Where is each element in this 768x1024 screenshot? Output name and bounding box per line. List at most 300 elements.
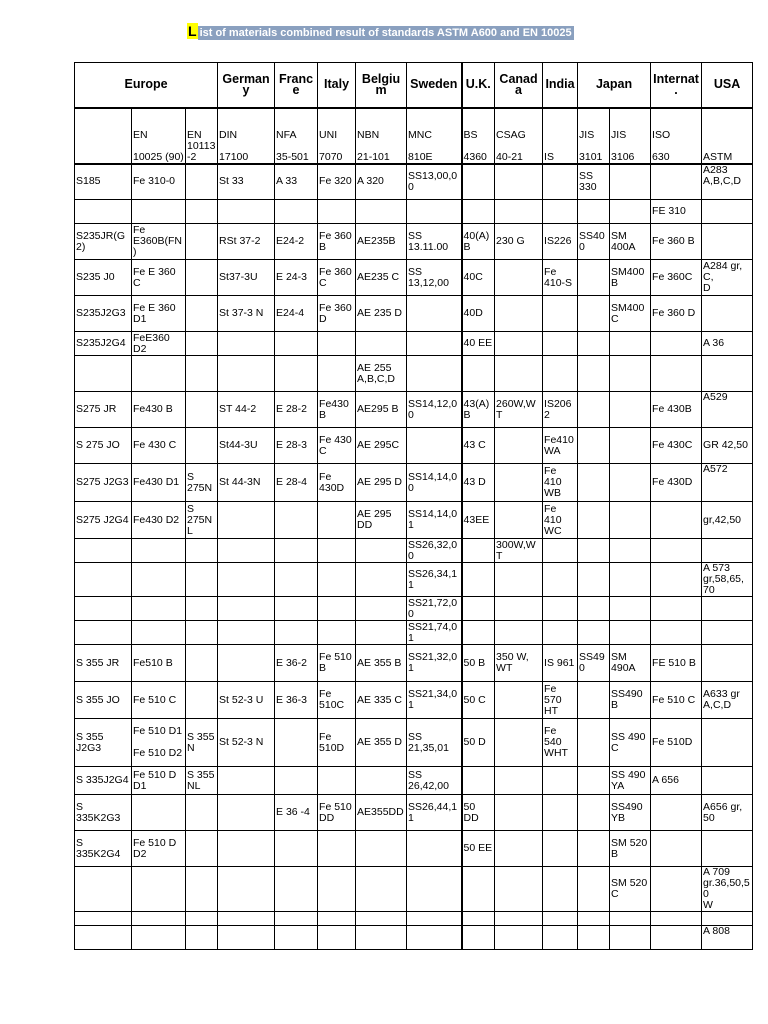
table-cell bbox=[356, 563, 407, 597]
table-cell: SS21,34,01 bbox=[407, 682, 462, 719]
table-cell: A 320 bbox=[356, 164, 407, 200]
table-cell: A572 bbox=[702, 464, 753, 502]
material-grade-cell: S 335K2G4 bbox=[75, 831, 132, 867]
table-cell: SS14,12,00 bbox=[407, 392, 462, 428]
table-row bbox=[75, 682, 753, 719]
table-cell: SS26,44,11 bbox=[407, 795, 462, 831]
table-cell bbox=[275, 767, 318, 795]
table-cell bbox=[186, 356, 218, 392]
table-cell: FE 310 bbox=[651, 200, 702, 224]
table-cell: A284 gr, C, D bbox=[702, 260, 753, 296]
material-grade-cell: S 355 J2G3 bbox=[75, 719, 132, 767]
table-cell bbox=[543, 621, 578, 645]
table-cell bbox=[132, 356, 186, 392]
table-cell bbox=[218, 200, 275, 224]
table-cell: SS14,14,01 bbox=[407, 502, 462, 539]
table-cell bbox=[407, 356, 462, 392]
table-cell bbox=[578, 332, 610, 356]
table-cell: Fe510 B bbox=[132, 645, 186, 682]
header-india: India bbox=[543, 63, 578, 108]
table-cell: AE235 C bbox=[356, 260, 407, 296]
table-cell bbox=[578, 428, 610, 464]
table-cell bbox=[407, 296, 462, 332]
table-cell bbox=[407, 912, 462, 926]
table-cell: 50 B bbox=[462, 645, 495, 682]
table-cell bbox=[186, 795, 218, 831]
table-row bbox=[75, 428, 753, 464]
table-cell bbox=[186, 224, 218, 260]
table-cell: A633 gr A,C,D bbox=[702, 682, 753, 719]
material-grade-cell: S235 J0 bbox=[75, 260, 132, 296]
material-grade-cell bbox=[75, 621, 132, 645]
table-cell bbox=[578, 867, 610, 912]
table-cell bbox=[186, 428, 218, 464]
table-cell: 43(A)B bbox=[462, 392, 495, 428]
standard-astm: ASTM bbox=[702, 108, 753, 164]
table-cell: Fe 410 WC bbox=[543, 502, 578, 539]
table-cell bbox=[407, 332, 462, 356]
table-cell: SM 520 C bbox=[610, 867, 651, 912]
table-cell: A 33 bbox=[275, 164, 318, 200]
table-cell bbox=[186, 682, 218, 719]
table-row bbox=[75, 260, 753, 296]
table-cell: 50 DD bbox=[462, 795, 495, 831]
table-row bbox=[75, 332, 753, 356]
table-cell bbox=[275, 332, 318, 356]
table-cell bbox=[132, 563, 186, 597]
table-cell bbox=[702, 831, 753, 867]
table-cell bbox=[132, 867, 186, 912]
table-cell bbox=[356, 539, 407, 563]
table-cell bbox=[610, 502, 651, 539]
header-japan: Japan bbox=[578, 63, 651, 108]
table-cell: Fe 430C bbox=[651, 428, 702, 464]
table-cell bbox=[356, 831, 407, 867]
table-cell: 43 D bbox=[462, 464, 495, 502]
table-cell bbox=[702, 224, 753, 260]
table-cell bbox=[356, 621, 407, 645]
table-cell bbox=[610, 200, 651, 224]
table-cell bbox=[132, 539, 186, 563]
table-cell bbox=[651, 563, 702, 597]
standard-mnc: MNC 810E bbox=[407, 108, 462, 164]
table-cell bbox=[578, 682, 610, 719]
table-cell: 40 EE bbox=[462, 332, 495, 356]
table-cell: Fe 510D bbox=[318, 719, 356, 767]
table-cell: Fe 360C bbox=[651, 260, 702, 296]
table-cell bbox=[495, 332, 543, 356]
table-cell bbox=[218, 867, 275, 912]
table-cell: Fe 430 C bbox=[132, 428, 186, 464]
standard-csag: CSAG 40-21 bbox=[495, 108, 543, 164]
standard-din: DIN 17100 bbox=[218, 108, 275, 164]
table-cell bbox=[462, 926, 495, 950]
table-row bbox=[75, 464, 753, 502]
standard-nfa: NFA 35-501 bbox=[275, 108, 318, 164]
table-cell bbox=[702, 621, 753, 645]
table-cell: Fe430B bbox=[318, 392, 356, 428]
table-cell: Fe 510 B bbox=[318, 645, 356, 682]
table-cell bbox=[462, 767, 495, 795]
table-cell bbox=[356, 767, 407, 795]
table-cell: SS26,32,00 bbox=[407, 539, 462, 563]
table-cell: SS14,14,00 bbox=[407, 464, 462, 502]
table-cell bbox=[132, 926, 186, 950]
table-cell: S 355 N bbox=[186, 719, 218, 767]
table-cell bbox=[543, 767, 578, 795]
table-cell bbox=[186, 621, 218, 645]
table-cell bbox=[495, 621, 543, 645]
table-cell: SS13,00,00 bbox=[407, 164, 462, 200]
table-cell: IS2062 bbox=[543, 392, 578, 428]
table-cell bbox=[495, 767, 543, 795]
table-cell: Fe 310-0 bbox=[132, 164, 186, 200]
table-cell bbox=[218, 912, 275, 926]
standard-jis-3101: JIS 3101 bbox=[578, 108, 610, 164]
header-europe: Europe bbox=[75, 63, 218, 108]
header-italy: Italy bbox=[318, 63, 356, 108]
table-cell bbox=[462, 539, 495, 563]
table-cell bbox=[610, 912, 651, 926]
material-grade-cell bbox=[75, 200, 132, 224]
material-grade-cell bbox=[75, 926, 132, 950]
table-cell bbox=[578, 767, 610, 795]
table-cell: AE 335 C bbox=[356, 682, 407, 719]
table-cell: E 28-3 bbox=[275, 428, 318, 464]
table-cell: AE 295C bbox=[356, 428, 407, 464]
table-cell bbox=[651, 502, 702, 539]
table-cell: St 33 bbox=[218, 164, 275, 200]
table-cell bbox=[702, 597, 753, 621]
table-cell: A 36 bbox=[702, 332, 753, 356]
table-cell: 300W,WT bbox=[495, 539, 543, 563]
header-sweden: Sweden bbox=[407, 63, 462, 108]
table-cell: AE235B bbox=[356, 224, 407, 260]
table-cell bbox=[651, 356, 702, 392]
table-cell bbox=[186, 597, 218, 621]
table-cell: SM 520 B bbox=[610, 831, 651, 867]
table-cell bbox=[462, 597, 495, 621]
table-row bbox=[75, 356, 753, 392]
table-cell: SS400 bbox=[578, 224, 610, 260]
table-cell bbox=[132, 795, 186, 831]
table-cell bbox=[578, 502, 610, 539]
title-text: ist of materials combined result of standards ASTM A600 and EN 10025 bbox=[199, 27, 572, 39]
table-cell: Fe 360 B bbox=[651, 224, 702, 260]
table-cell bbox=[495, 682, 543, 719]
table-cell bbox=[218, 597, 275, 621]
standards-row bbox=[75, 108, 753, 164]
table-cell bbox=[186, 200, 218, 224]
table-cell bbox=[132, 912, 186, 926]
table-row bbox=[75, 867, 753, 912]
table-cell bbox=[610, 332, 651, 356]
table-cell: 230 G bbox=[495, 224, 543, 260]
table-cell bbox=[186, 926, 218, 950]
table-cell bbox=[186, 296, 218, 332]
table-cell: Fe 510D bbox=[651, 719, 702, 767]
table-cell: S 355 NL bbox=[186, 767, 218, 795]
table-cell: SS 26,42,00 bbox=[407, 767, 462, 795]
material-grade-cell bbox=[75, 912, 132, 926]
table-cell bbox=[702, 767, 753, 795]
table-row bbox=[75, 926, 753, 950]
table-cell: A 573 gr,58,65, 70 bbox=[702, 563, 753, 597]
table-cell: Fe430 D1 bbox=[132, 464, 186, 502]
material-grade-cell: S 335J2G4 bbox=[75, 767, 132, 795]
table-cell bbox=[275, 597, 318, 621]
table-cell bbox=[186, 392, 218, 428]
table-cell: Fe 510 D D2 bbox=[132, 831, 186, 867]
table-cell bbox=[543, 926, 578, 950]
table-row bbox=[75, 597, 753, 621]
table-cell bbox=[356, 200, 407, 224]
table-cell: Fe E 360 C bbox=[132, 260, 186, 296]
table-cell: 260W,WT bbox=[495, 392, 543, 428]
table-row bbox=[75, 645, 753, 682]
table-cell bbox=[132, 621, 186, 645]
table-row bbox=[75, 563, 753, 597]
table-cell: 43 C bbox=[462, 428, 495, 464]
standard-bs: BS 4360 bbox=[462, 108, 495, 164]
table-cell: S 275N bbox=[186, 464, 218, 502]
table-cell: AE 255 A,B,C,D bbox=[356, 356, 407, 392]
table-cell bbox=[318, 332, 356, 356]
table-cell bbox=[407, 200, 462, 224]
table-cell bbox=[495, 867, 543, 912]
table-cell bbox=[495, 200, 543, 224]
table-cell bbox=[495, 356, 543, 392]
table-cell: Fe 430D bbox=[651, 464, 702, 502]
table-cell bbox=[543, 200, 578, 224]
material-grade-cell: S 335K2G3 bbox=[75, 795, 132, 831]
table-cell bbox=[318, 867, 356, 912]
table-cell bbox=[578, 464, 610, 502]
table-cell bbox=[543, 332, 578, 356]
table-cell bbox=[651, 621, 702, 645]
header-belgium: Belgium bbox=[356, 63, 407, 108]
table-cell bbox=[495, 260, 543, 296]
table-cell: AE 295 D bbox=[356, 464, 407, 502]
table-cell bbox=[651, 597, 702, 621]
table-cell: 50 EE bbox=[462, 831, 495, 867]
table-cell: Fe 430B bbox=[651, 392, 702, 428]
table-cell bbox=[495, 795, 543, 831]
table-cell bbox=[407, 428, 462, 464]
table-cell: Fe 430D bbox=[318, 464, 356, 502]
table-cell bbox=[543, 597, 578, 621]
table-cell bbox=[186, 645, 218, 682]
table-cell: Fe 510 D D1 bbox=[132, 767, 186, 795]
table-cell: E 36 -4 bbox=[275, 795, 318, 831]
table-cell bbox=[702, 200, 753, 224]
table-cell bbox=[318, 200, 356, 224]
table-cell bbox=[218, 563, 275, 597]
table-cell bbox=[543, 795, 578, 831]
table-cell: SS 490 YA bbox=[610, 767, 651, 795]
table-cell bbox=[186, 260, 218, 296]
table-cell bbox=[578, 392, 610, 428]
standard-jis-3106: JIS 3106 bbox=[610, 108, 651, 164]
table-cell: Fe 410 WB bbox=[543, 464, 578, 502]
table-cell bbox=[543, 831, 578, 867]
table-cell: AE 295 DD bbox=[356, 502, 407, 539]
table-cell bbox=[578, 621, 610, 645]
table-cell bbox=[495, 464, 543, 502]
table-cell: 50 C bbox=[462, 682, 495, 719]
table-cell: A656 gr, 50 bbox=[702, 795, 753, 831]
table-row bbox=[75, 164, 753, 200]
table-cell: Fe 360 D bbox=[651, 296, 702, 332]
table-cell: GR 42,50 bbox=[702, 428, 753, 464]
document-title bbox=[187, 23, 574, 40]
table-cell: SS490 bbox=[578, 645, 610, 682]
table-cell bbox=[218, 767, 275, 795]
table-cell bbox=[578, 356, 610, 392]
table-cell bbox=[186, 831, 218, 867]
table-row bbox=[75, 392, 753, 428]
table-cell bbox=[275, 356, 318, 392]
table-cell: SS 490 C bbox=[610, 719, 651, 767]
table-cell: AE 235 D bbox=[356, 296, 407, 332]
table-cell: Fe 360 C bbox=[318, 260, 356, 296]
table-cell: St 52-3 N bbox=[218, 719, 275, 767]
table-cell: 40(A)B bbox=[462, 224, 495, 260]
header-canada: Canada bbox=[495, 63, 543, 108]
table-cell bbox=[218, 502, 275, 539]
table-cell bbox=[543, 356, 578, 392]
table-row bbox=[75, 719, 753, 767]
table-cell bbox=[275, 539, 318, 563]
table-cell bbox=[186, 563, 218, 597]
table-cell bbox=[407, 926, 462, 950]
standard-iso: ISO 630 bbox=[651, 108, 702, 164]
header-germany: Germany bbox=[218, 63, 275, 108]
table-row bbox=[75, 224, 753, 260]
table-row bbox=[75, 296, 753, 332]
table-row bbox=[75, 767, 753, 795]
table-cell bbox=[275, 502, 318, 539]
table-cell: ST 44-2 bbox=[218, 392, 275, 428]
table-cell: A 709 gr.36,50,50 W bbox=[702, 867, 753, 912]
table-cell bbox=[495, 831, 543, 867]
table-cell: Fe 510 DD bbox=[318, 795, 356, 831]
table-cell bbox=[543, 164, 578, 200]
table-cell bbox=[218, 621, 275, 645]
table-cell bbox=[318, 621, 356, 645]
table-cell: SS 13,12,00 bbox=[407, 260, 462, 296]
table-cell bbox=[578, 912, 610, 926]
table-cell bbox=[578, 719, 610, 767]
table-cell bbox=[495, 296, 543, 332]
table-cell: SM400B bbox=[610, 260, 651, 296]
table-cell: Fe 510 C bbox=[651, 682, 702, 719]
table-cell: IS 961 bbox=[543, 645, 578, 682]
table-cell: E 36-3 bbox=[275, 682, 318, 719]
table-cell: AE355DD bbox=[356, 795, 407, 831]
table-cell: St 37-3 N bbox=[218, 296, 275, 332]
table-cell bbox=[407, 831, 462, 867]
material-grade-cell: S275 J2G4 bbox=[75, 502, 132, 539]
table-cell bbox=[610, 428, 651, 464]
table-cell bbox=[318, 926, 356, 950]
table-cell bbox=[578, 597, 610, 621]
table-cell bbox=[578, 563, 610, 597]
table-cell bbox=[495, 502, 543, 539]
table-cell bbox=[186, 332, 218, 356]
table-cell: 43EE bbox=[462, 502, 495, 539]
table-cell: gr,42,50 bbox=[702, 502, 753, 539]
table-cell: Fe 410-S bbox=[543, 260, 578, 296]
table-cell: 40C bbox=[462, 260, 495, 296]
table-row bbox=[75, 912, 753, 926]
material-grade-cell: S185 bbox=[75, 164, 132, 200]
table-cell: SM400C bbox=[610, 296, 651, 332]
table-cell bbox=[651, 867, 702, 912]
table-cell bbox=[610, 392, 651, 428]
table-cell bbox=[651, 795, 702, 831]
table-cell bbox=[578, 296, 610, 332]
table-cell bbox=[651, 164, 702, 200]
table-cell bbox=[610, 563, 651, 597]
material-grade-cell: S235J2G4 bbox=[75, 332, 132, 356]
table-cell: FeE360 D2 bbox=[132, 332, 186, 356]
table-cell bbox=[218, 831, 275, 867]
table-cell: SS21,32,01 bbox=[407, 645, 462, 682]
table-cell bbox=[495, 563, 543, 597]
table-row bbox=[75, 502, 753, 539]
table-cell bbox=[132, 597, 186, 621]
material-grade-cell: S235J2G3 bbox=[75, 296, 132, 332]
table-cell: A529 bbox=[702, 392, 753, 428]
table-cell: SS21,74,01 bbox=[407, 621, 462, 645]
table-cell: 40D bbox=[462, 296, 495, 332]
table-cell bbox=[356, 867, 407, 912]
table-cell: St44-3U bbox=[218, 428, 275, 464]
table-cell: Fe E360B(FN) bbox=[132, 224, 186, 260]
header-france: France bbox=[275, 63, 318, 108]
table-cell: Fe 320 bbox=[318, 164, 356, 200]
table-cell: AE295 B bbox=[356, 392, 407, 428]
table-cell bbox=[275, 719, 318, 767]
table-cell bbox=[651, 332, 702, 356]
table-cell: S 275NL bbox=[186, 502, 218, 539]
table-cell: A283 A,B,C,D bbox=[702, 164, 753, 200]
table-cell bbox=[651, 539, 702, 563]
standard-uni: UNI 7070 bbox=[318, 108, 356, 164]
table-cell bbox=[578, 926, 610, 950]
material-grade-cell: S235JR(G2) bbox=[75, 224, 132, 260]
table-cell bbox=[702, 356, 753, 392]
table-cell bbox=[610, 539, 651, 563]
table-cell: 50 D bbox=[462, 719, 495, 767]
table-cell bbox=[318, 831, 356, 867]
table-cell: AE 355 B bbox=[356, 645, 407, 682]
table-cell: Fe 510 D1 Fe 510 D2 bbox=[132, 719, 186, 767]
table-cell: SM 490A bbox=[610, 645, 651, 682]
table-cell bbox=[186, 912, 218, 926]
table-cell: A 808 bbox=[702, 926, 753, 950]
material-grade-cell bbox=[75, 597, 132, 621]
table-cell bbox=[495, 926, 543, 950]
table-cell bbox=[495, 164, 543, 200]
table-cell bbox=[702, 645, 753, 682]
table-cell: SS26,34,11 bbox=[407, 563, 462, 597]
table-cell: SS 13.11.00 bbox=[407, 224, 462, 260]
table-cell: SS490 YB bbox=[610, 795, 651, 831]
table-cell bbox=[462, 356, 495, 392]
table-cell bbox=[610, 926, 651, 950]
